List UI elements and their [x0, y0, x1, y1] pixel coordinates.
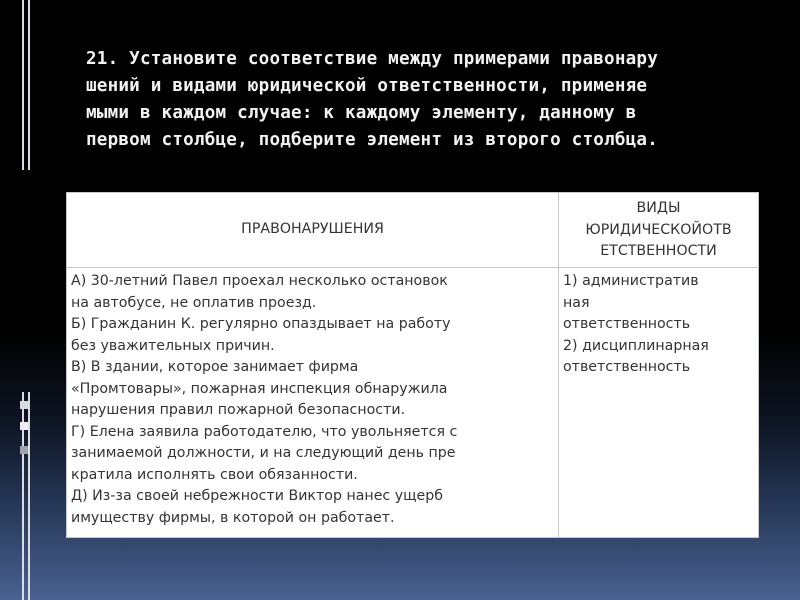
side-square-2 — [20, 422, 28, 430]
side-square-1 — [20, 401, 28, 409]
matching-table — [66, 192, 759, 538]
offenses-list: А) 30-летний Павел проехал несколько остановок на автобусе, не оплатив проезд. Б) Гражданин К. регулярно опаздывает на работу без уважительных причин. В) В здании, которое занимает фирма «Промтовары», пожарная инспекция обнаружила нарушения правил пожарной безопасности. Г) Елена заявила работодателю, что увольняется с занимаемой должности, и на следующий день пре кратила исполнять свои обязанности. Д) Из-за своей небрежности Виктор нанес ущерб имуществу фирмы, в которой он работает. — [71, 273, 458, 526]
side-bar-top — [22, 0, 30, 170]
header-divider — [67, 267, 758, 268]
liability-types-list: 1) административ ная ответственность 2) дисциплинарная ответственность — [563, 273, 709, 375]
side-square-3 — [20, 446, 28, 454]
header-offenses — [67, 193, 558, 267]
decorative-side-strip — [0, 0, 34, 600]
header-liability-types: ВИДЫ ЮРИДИЧЕСКОЙОТВ ЕТСТВЕННОСТИ — [585, 200, 732, 259]
slide-title: 21. Установите соответствие между примерами правонару шений и видами юридической ответственности, применяе мыми в каждом случае: к каждому элементу, данному в первом столбце, подберите элемент из второго столбца. — [86, 49, 658, 150]
header-offenses-label: ПРАВОНАРУШЕНИЯ — [241, 221, 384, 238]
